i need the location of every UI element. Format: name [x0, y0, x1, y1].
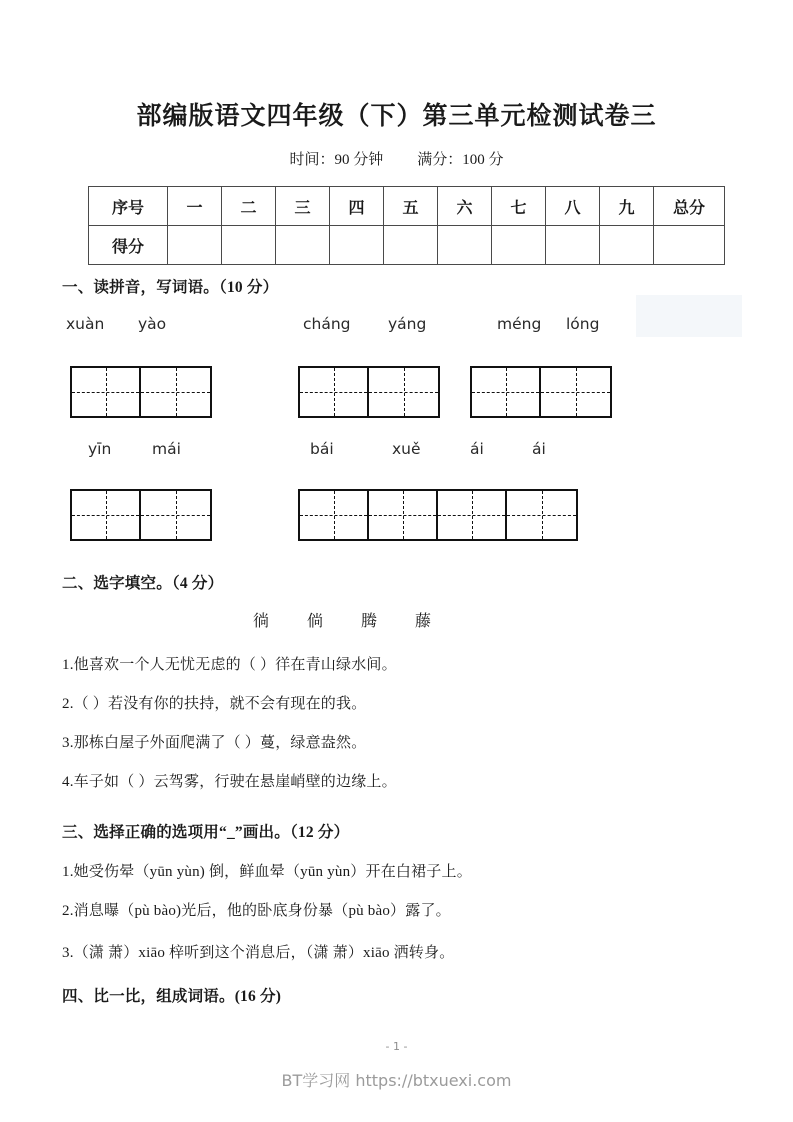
- score-cell-7[interactable]: [492, 226, 546, 265]
- score-table-col-total: 总分: [654, 187, 725, 226]
- score-table-col-1: 一: [168, 187, 222, 226]
- score-cell-5[interactable]: [384, 226, 438, 265]
- score-cell-2[interactable]: [222, 226, 276, 265]
- tianzige-grid-baixueaiai[interactable]: [298, 489, 578, 541]
- pinyin-r2-ai-2: ái: [532, 440, 546, 458]
- tianzige-cell[interactable]: [300, 368, 369, 416]
- section-heading-1: 一、读拼音，写词语。（10 分）: [62, 279, 279, 296]
- choice-char-2: 倘: [307, 613, 324, 630]
- score-table-col-3: 三: [276, 187, 330, 226]
- score-table-col-7: 七: [492, 187, 546, 226]
- score-cell-6[interactable]: [438, 226, 492, 265]
- tianzige-grid-xuanyao[interactable]: [70, 366, 212, 418]
- choice-char-4: 藤: [415, 613, 432, 630]
- choice-char-3: 腾: [361, 613, 378, 630]
- pinyin-r2-yin: yīn: [88, 440, 112, 458]
- score-table: [88, 186, 725, 265]
- score-table-label-index: 序号: [89, 187, 168, 226]
- tianzige-grid-yinmai[interactable]: [70, 489, 212, 541]
- section-heading-3: 三、选择正确的选项用“_”画出。（12 分）: [62, 824, 350, 841]
- section2-question-4: 4.车子如（ ）云驾雾，行驶在悬崖峭壁的边缘上。: [62, 774, 397, 790]
- score-table-col-9: 九: [600, 187, 654, 226]
- tianzige-cell[interactable]: [507, 491, 576, 539]
- tianzige-cell[interactable]: [72, 368, 141, 416]
- score-table-col-4: 四: [330, 187, 384, 226]
- section-heading-2: 二、选字填空。（4 分）: [62, 575, 224, 592]
- tianzige-grid-changyang[interactable]: [298, 366, 440, 418]
- pinyin-r2-ai-1: ái: [470, 440, 484, 458]
- score-cell-9[interactable]: [600, 226, 654, 265]
- section2-question-2: 2.（ ）若没有你的扶持，就不会有现在的我。: [62, 696, 367, 712]
- score-table-col-8: 八: [546, 187, 600, 226]
- table-row-scores: [89, 226, 725, 265]
- tianzige-cell[interactable]: [541, 368, 610, 416]
- score-cell-total[interactable]: [654, 226, 725, 265]
- pinyin-r2-mai: mái: [152, 440, 181, 458]
- choice-char-1: 徜: [253, 613, 270, 630]
- tianzige-cell[interactable]: [472, 368, 541, 416]
- section-heading-4: 四、比一比，组成词语。(16 分): [62, 988, 282, 1005]
- score-cell-4[interactable]: [330, 226, 384, 265]
- section3-question-3: 3.（潇 萧）xiāo 梓听到这个消息后，（潇 萧）xiāo 洒转身。: [62, 945, 455, 961]
- score-cell-1[interactable]: [168, 226, 222, 265]
- page-title: 部编版语文四年级（下）第三单元检测试卷三: [136, 103, 657, 130]
- pinyin-r1-meng: méng: [497, 315, 542, 333]
- pinyin-r1-long: lóng: [566, 315, 600, 333]
- tianzige-cell[interactable]: [141, 491, 210, 539]
- site-watermark: BT学习网 https://btxuexi.com: [281, 1071, 512, 1090]
- score-cell-8[interactable]: [546, 226, 600, 265]
- pinyin-r1-yang: yáng: [388, 315, 427, 333]
- tianzige-cell[interactable]: [72, 491, 141, 539]
- pinyin-r2-xue: xuě: [392, 440, 421, 458]
- section2-question-3: 3.那栋白屋子外面爬满了（ ）蔓，绿意盎然。: [62, 735, 367, 751]
- pinyin-r2-bai: bái: [310, 440, 334, 458]
- pinyin-r1-yao: yào: [138, 315, 167, 333]
- tianzige-grid-menglong[interactable]: [470, 366, 612, 418]
- choice-character-row: [253, 608, 469, 631]
- exam-meta: [0, 148, 793, 169]
- tianzige-cell[interactable]: [141, 368, 210, 416]
- tianzige-cell[interactable]: [300, 491, 369, 539]
- score-cell-3[interactable]: [276, 226, 330, 265]
- tianzige-cell[interactable]: [438, 491, 507, 539]
- tianzige-cell[interactable]: [369, 491, 438, 539]
- page-number: - 1 -: [385, 1040, 408, 1053]
- section3-question-2: 2.消息曝（pù bào)光后，他的卧底身份暴（pù bào）露了。: [62, 903, 451, 919]
- score-table-col-2: 二: [222, 187, 276, 226]
- exam-total-score: 满分：100 分: [417, 152, 504, 168]
- scan-artifact: [636, 295, 742, 337]
- table-row-header: [89, 187, 725, 226]
- section2-question-1: 1.他喜欢一个人无忧无虑的（ ）徉在青山绿水间。: [62, 657, 397, 673]
- score-table-col-5: 五: [384, 187, 438, 226]
- exam-duration: 时间：90 分钟: [289, 152, 384, 168]
- score-table-col-6: 六: [438, 187, 492, 226]
- tianzige-cell[interactable]: [369, 368, 438, 416]
- pinyin-r1-xuan: xuàn: [66, 315, 105, 333]
- section3-question-1: 1.她受伤晕（yūn yùn) 倒，鲜血晕（yūn yùn）开在白裙子上。: [62, 864, 472, 880]
- pinyin-r1-chang: cháng: [303, 315, 351, 333]
- score-table-label-score: 得分: [89, 226, 168, 265]
